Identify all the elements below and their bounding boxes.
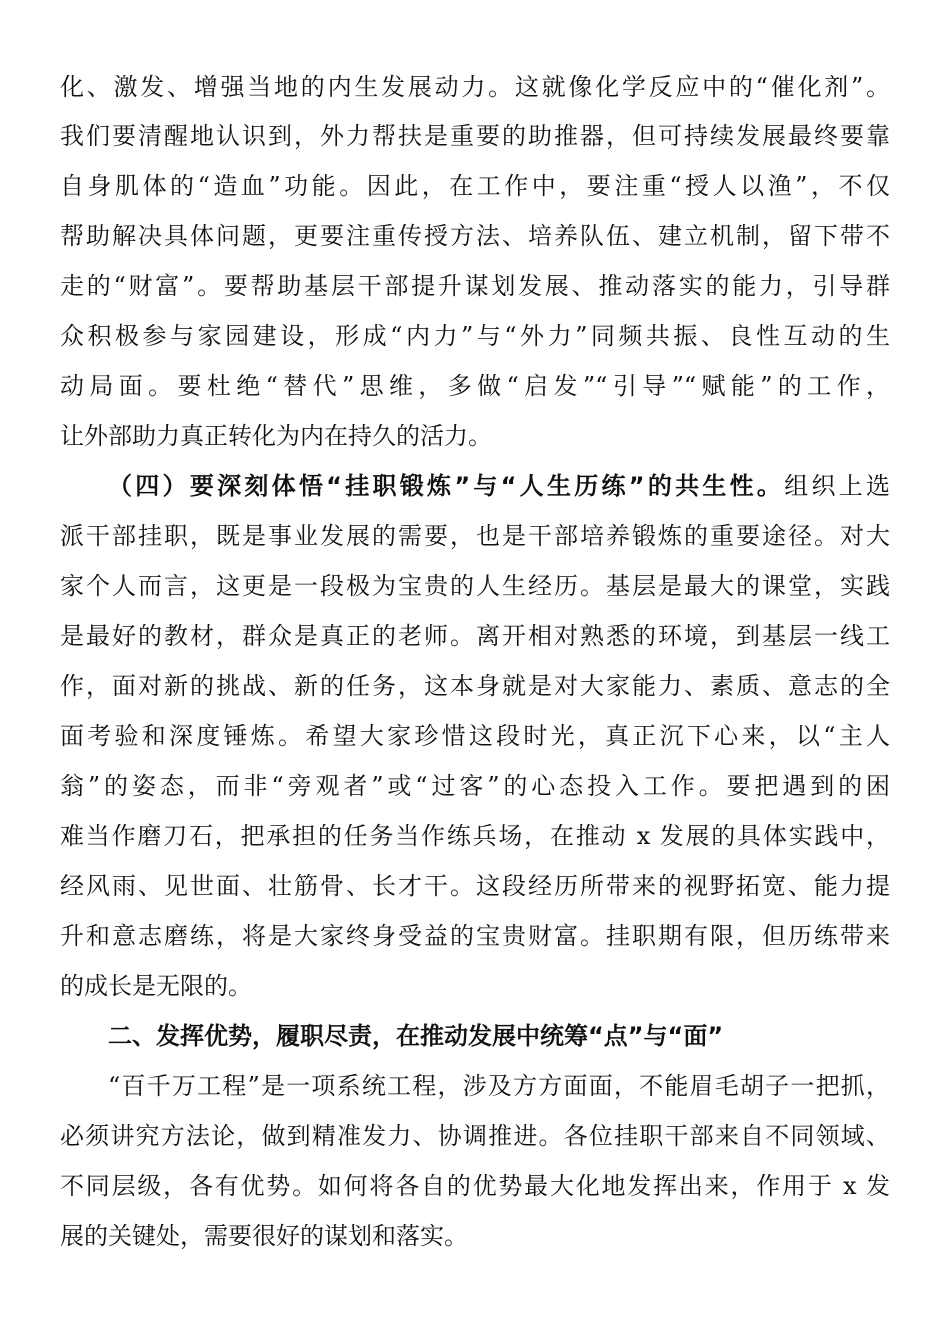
paragraph-2-line-3: 家个人而言，这更是一段极为宝贵的人生经历。基层是最大的课堂，实践 [60, 572, 890, 600]
paragraph-1-line-6: 众积极参与家园建设，形成“内力”与“外力”同频共振、良性互动的生 [60, 322, 890, 350]
paragraph-1-line-2: 我们要清醒地认识到，外力帮扶是重要的助推器，但可持续发展最终要靠 [60, 122, 890, 150]
paragraph-2-line-9: 经风雨、见世面、壮筋骨、长才干。这段经历所带来的视野拓宽、能力提 [60, 872, 890, 900]
paragraph-2-line-10: 升和意志磨练，将是大家终身受益的宝贵财富。挂职期有限，但历练带来 [60, 922, 890, 950]
paragraph-2-line-6: 面考验和深度锤炼。希望大家珍惜这段时光，真正沉下心来，以“主人 [60, 722, 890, 750]
paragraph-3-line-2: 必须讲究方法论，做到精准发力、协调推进。各位挂职干部来自不同领域、 [60, 1122, 890, 1150]
paragraph-2-line-7: 翁”的姿态，而非“旁观者”或“过客”的心态投入工作。要把遇到的困 [60, 772, 890, 800]
paragraph-2-first-line-rest: 组织上选 [784, 472, 891, 500]
paragraph-2-line-4: 是最好的教材，群众是真正的老师。离开相对熟悉的环境，到基层一线工 [60, 622, 890, 650]
paragraph-2-line-5: 作，面对新的挑战、新的任务，这本身就是对大家能力、素质、意志的全 [60, 672, 890, 700]
paragraph-3-line-4: 展的关键处，需要很好的谋划和落实。 [60, 1222, 468, 1250]
paragraph-3-line-1: “百千万工程”是一项系统工程，涉及方方面面，不能眉毛胡子一把抓， [108, 1072, 890, 1100]
paragraph-1-line-7: 动局面。要杜绝“替代”思维，多做“启发”“引导”“赋能”的工作， [60, 372, 890, 400]
section-heading-2: 二、发挥优势，履职尽责，在推动发展中统筹“点”与“面” [108, 1022, 724, 1050]
paragraph-3-line-3: 不同层级，各有优势。如何将各自的优势最大化地发挥出来，作用于 x 发 [60, 1172, 890, 1200]
paragraph-2-line-11: 的成长是无限的。 [60, 972, 252, 1000]
paragraph-1-line-8: 让外部助力真正转化为内在持久的活力。 [60, 422, 492, 450]
paragraph-2-line-2: 派干部挂职，既是事业发展的需要，也是干部培养锻炼的重要途径。对大 [60, 522, 890, 550]
paragraph-1-line-4: 帮助解决具体问题，更要注重传授方法、培养队伍、建立机制，留下带不 [60, 222, 890, 250]
paragraph-1-line-1: 化、激发、增强当地的内生发展动力。这就像化学反应中的“催化剂”。 [60, 73, 890, 101]
subsection-heading-4: （四）要深刻体悟“挂职锻炼”与“人生历练”的共生性。 [108, 472, 785, 500]
paragraph-1-line-3: 自身肌体的“造血”功能。因此，在工作中，要注重“授人以渔”，不仅 [60, 172, 890, 200]
paragraph-2-line-1 [108, 466, 890, 506]
paragraph-1-line-5: 走的“财富”。要帮助基层干部提升谋划发展、推动落实的能力，引导群 [60, 272, 890, 300]
paragraph-2-line-8: 难当作磨刀石，把承担的任务当作练兵场，在推动 x 发展的具体实践中， [60, 822, 890, 850]
